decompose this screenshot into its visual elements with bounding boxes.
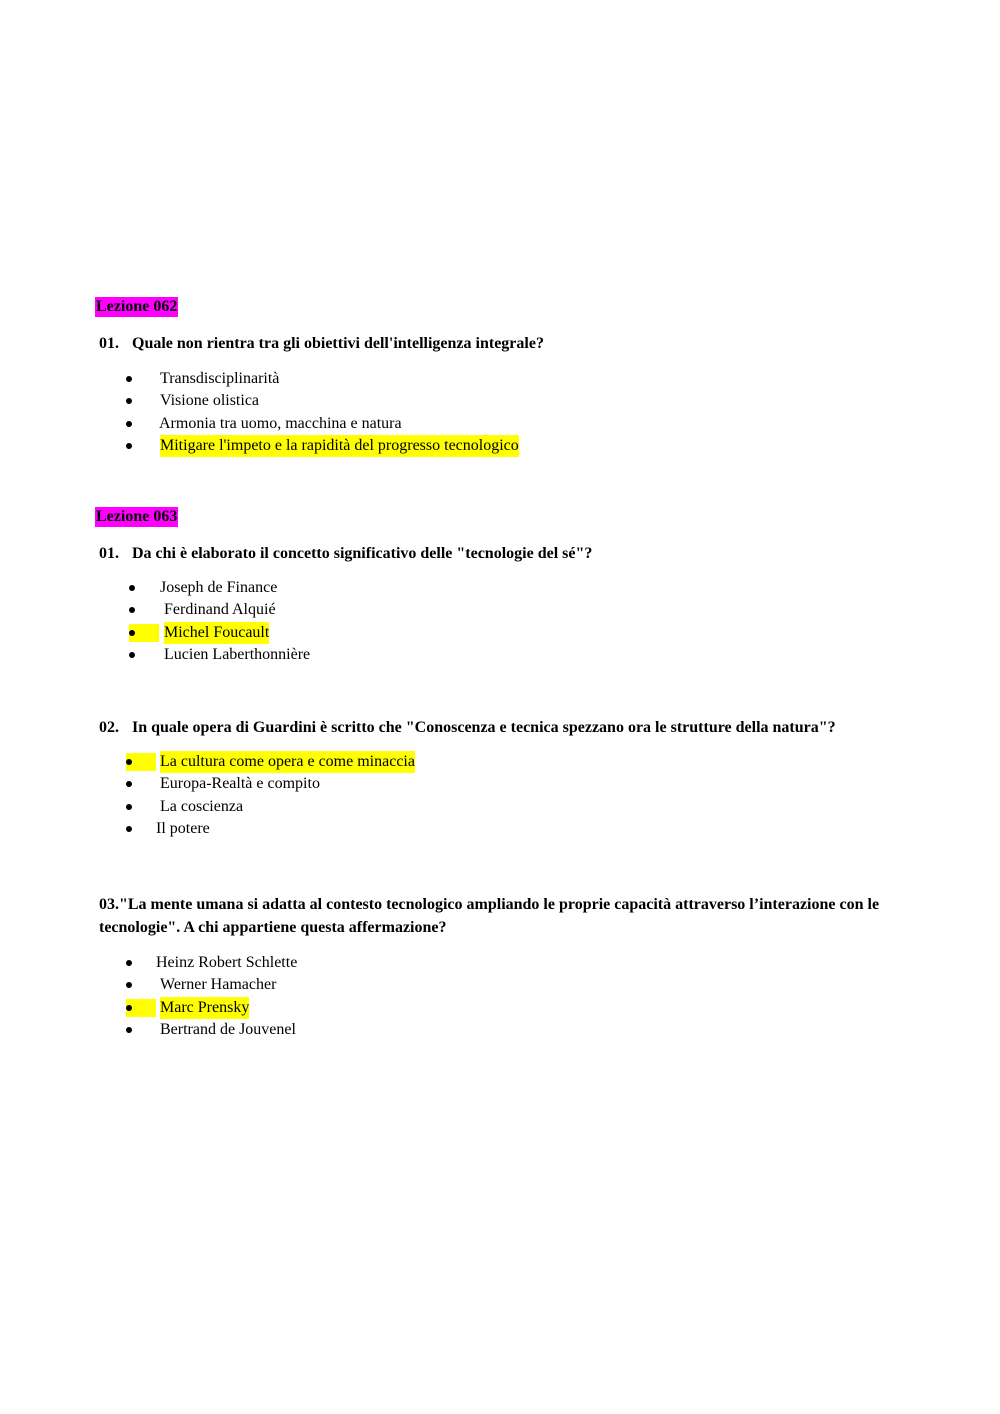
answer-text: La coscienza [160,797,244,815]
answer-text: Lucien Laberthonnière [164,645,311,663]
answer-text-highlighted: La cultura come opera e come minaccia [160,751,415,773]
question [99,716,909,739]
answer-text: Werner Hamacher [160,976,277,994]
answer-text: Joseph de Finance [160,579,278,596]
bullet-icon [126,753,156,771]
question-text: In quale opera di Guardini è scritto che "Conoscenza e tecnica spezzano ora le strutture della natura"? [132,719,836,736]
question-number: 01. [99,545,119,562]
question [99,893,909,939]
answer-text-highlighted: Marc Prensky [160,997,249,1019]
question-text: Da chi è elaborato il concetto significativo delle "tecnologie del sé"? [132,545,593,562]
bullet-icon [126,999,156,1017]
question [99,542,909,565]
lesson-heading: Lezione 062 [96,298,178,315]
question-number: 02. [99,719,119,736]
bullet-icon [129,624,159,642]
question-number: 03. [99,896,119,913]
answer-text: Heinz Robert Schlette [156,954,298,971]
question-text: Quale non rientra tra gli obiettivi dell'intelligenza integrale? [132,335,544,352]
answer-text: Transdisciplinarità [160,370,280,387]
answer-text: Europa-Realtà e compito [160,775,320,793]
answer-text: Bertrand de Jouvenel [160,1020,296,1038]
question-number: 01. [99,335,119,352]
answer-text: Il potere [156,819,210,837]
lesson-heading: Lezione 063 [96,508,178,525]
answer-text: Armonia tra uomo, macchina e natura [159,414,402,432]
answer-text-highlighted: Mitigare l'impeto e la rapidità del progresso tecnologico [160,435,519,457]
answer-text-highlighted: Michel Foucault [164,622,269,644]
question [99,332,909,355]
answer-text: Visione olistica [160,392,260,410]
question-text: "La mente umana si adatta al contesto tecnologico ampliando le proprie capacità attraverso l’interazione con le tecnologie". A chi appartiene questa affermazione? [99,896,880,936]
answer-text: Ferdinand Alquié [164,601,276,619]
